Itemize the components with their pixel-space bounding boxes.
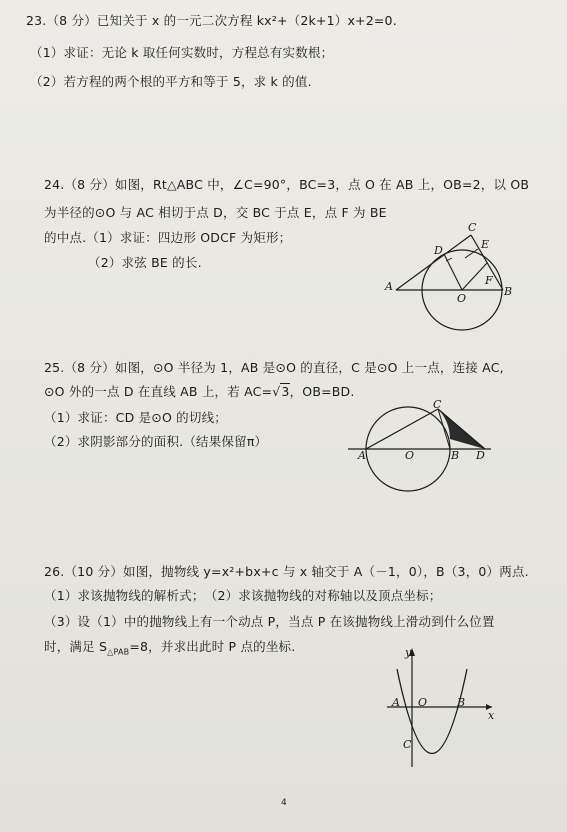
q24-label-e: E [481, 238, 490, 251]
q25-statement-line2: ⊙O 外的一点 D 在直线 AB 上，若 AC=√3，OB=BD. [44, 384, 355, 399]
q26-label-y: y [405, 646, 412, 659]
q24-label-b: B [504, 285, 513, 298]
q26-part3: （3）设（1）中的抛物线上有一个动点 P，当点 P 在该抛物线上滑动到什么位置 [44, 614, 495, 629]
q24-figure [380, 218, 520, 333]
q26-label-x: x [488, 709, 495, 722]
q26-label-o: O [418, 696, 428, 709]
q25-segment-ac [366, 409, 438, 449]
q24-part1: 的中点.（1）求证：四边形 ODCF 为矩形； [44, 230, 292, 245]
page-number: 4 [281, 798, 287, 808]
q26-statement: 26.（10 分）如图，抛物线 y=x²+bx+c 与 x 轴交于 A（－1，0），B（3，0）两点. [44, 564, 529, 579]
q26-figure [382, 642, 502, 772]
q25-statement: 25.（8 分）如图，⊙O 半径为 1，AB 是⊙O 的直径，C 是⊙O 上一点，连接 AC, [44, 360, 504, 375]
q24-part2: （2）求弦 BE 的长. [88, 255, 202, 270]
q26-line4-text-b: =8，并求出此时 P 点的坐标. [129, 639, 296, 654]
q25-part1: （1）求证：CD 是⊙O 的切线； [44, 410, 227, 425]
q24-label-d: D [434, 244, 443, 257]
q25-part2: （2）求阴影部分的面积.（结果保留π） [44, 434, 268, 449]
q23-part2: （2）若方程的两个根的平方和等于 5，求 k 的值. [30, 74, 312, 89]
q23-statement: 23.（8 分）已知关于 x 的一元二次方程 kx²+（2k+1）x+2=0. [26, 13, 397, 28]
q25-sqrt-value: 3 [281, 384, 290, 399]
q26-part3-line2 [44, 639, 295, 661]
q24-statement: 24.（8 分）如图，Rt△ABC 中，∠C=90°，BC=3，点 O 在 AB 上，OB=2，以 OB [44, 177, 530, 192]
q25-line2-text-b: ，OB=BD. [289, 384, 355, 399]
q26-label-a: A [392, 696, 400, 709]
q24-statement-line2: 为半径的⊙O 与 AC 相切于点 D，交 BC 于点 E，点 F 为 BE [44, 205, 387, 220]
q25-label-b: B [451, 449, 460, 462]
q25-figure [345, 396, 495, 496]
q26-label-b: B [457, 696, 466, 709]
q26-parts-1-2: （1）求该抛物线的解析式； （2）求该抛物线的对称轴以及顶点坐标； [44, 588, 442, 603]
q23-part1: （1）求证：无论 k 取任何实数时，方程总有实数根； [30, 45, 334, 60]
q26-line4-text-a: 时，满足 S [44, 639, 108, 654]
q24-label-f: F [485, 274, 493, 287]
q24-segment-of [462, 263, 487, 290]
q25-label-c: C [433, 398, 442, 411]
q25-label-o: O [405, 449, 415, 462]
q26-label-c: C [403, 738, 412, 751]
q25-line2-text-a: ⊙O 外的一点 D 在直线 AB 上，若 AC= [44, 384, 273, 399]
q24-segment-od [444, 254, 462, 290]
q26-line4-subscript: △PAB [107, 647, 130, 657]
q25-label-a: A [358, 449, 366, 462]
q24-label-o: O [457, 292, 467, 305]
q25-label-d: D [476, 449, 485, 462]
q24-label-c: C [468, 221, 477, 234]
q24-label-a: A [385, 280, 393, 293]
